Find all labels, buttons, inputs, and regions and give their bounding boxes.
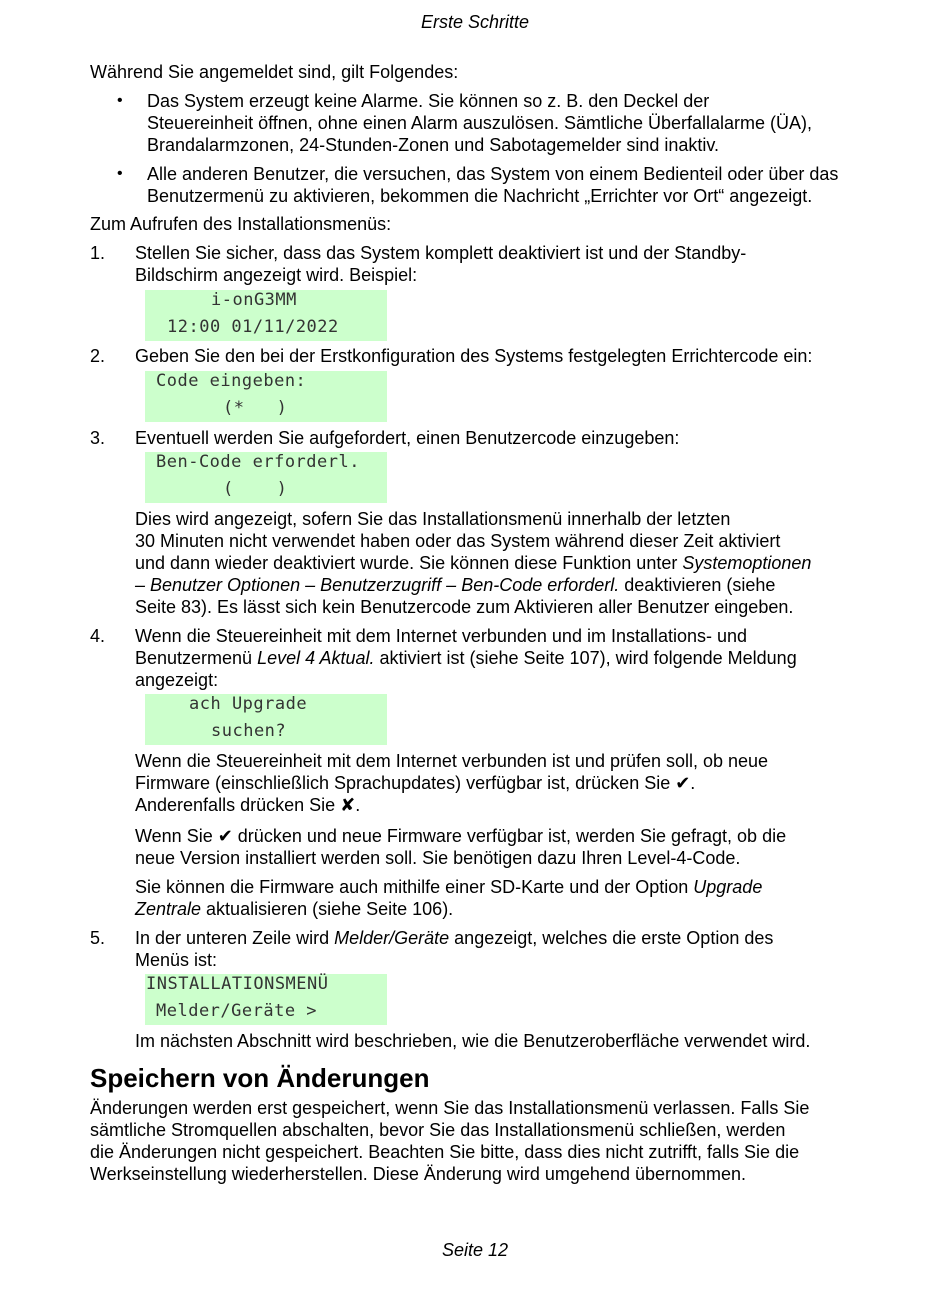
bullet-marker: • [117,165,123,182]
bullet-marker: • [117,92,123,109]
step-number: 1. [90,243,106,263]
step-number: 3. [90,428,106,448]
lcd-display-standby: i-onG3MM 12:00 01/11/2022 [145,290,387,341]
bullet-item: Alle anderen Benutzer, die versuchen, das System von einem Bedienteil oder über das Benutzermenü zu aktivieren, bekommen die Nachricht „Errichter vor Ort“ angezeigt. [147,164,839,206]
step4-note-2: Wenn Sie ✔ drücken und neue Firmware verfügbar ist, werden Sie gefragt, ob die neue Version installiert werden soll. Sie benötigen dazu Ihren Level-4-Code. [135,826,787,868]
step-number: 5. [90,928,106,948]
step4-note-1: Wenn die Steuereinheit mit dem Internet verbunden ist und prüfen soll, ob neue Firmware (einschließlich Sprachupdates) verfügbar ist, drücken Sie ✔. Anderenfalls drücken Sie ✘. [135,751,769,815]
lcd-display-bencode: Ben-Code erforderl. ( ) [145,452,387,503]
step-text: In der unteren Zeile wird Melder/Geräte angezeigt, welches die erste Option des Menüs ist: [135,928,774,970]
step-text: Eventuell werden Sie aufgefordert, einen Benutzercode einzugeben: [135,428,680,448]
step4-note-3: Sie können die Firmware auch mithilfe einer SD-Karte und der Option Upgrade Zentrale aktualisieren (siehe Seite 106). [135,877,763,919]
menu-intro: Zum Aufrufen des Installationsmenüs: [90,214,392,234]
step-text: Geben Sie den bei der Erstkonfiguration des Systems festgelegten Errichtercode ein: [135,346,813,366]
lcd-display-menu: INSTALLATIONSMENÜ Melder/Geräte > [145,974,387,1025]
step3-note: Dies wird angezeigt, sofern Sie das Installationsmenü innerhalb der letzten 30 Minuten nicht verwendet haben oder das System während dieser Zeit aktiviert und dann wieder deaktiviert wurde. Sie können diese Funktion unter Systemoptionen – Benutzer Optionen – Benutzerzugriff – Ben-Code erforderl. deaktivieren (siehe Seite 83). Es lässt sich kein Benutzercode zum Aktivieren aller Benutzer eingeben. [135,509,812,617]
lcd-display-code: Code eingeben: (* ) [145,371,387,422]
section-heading: Speichern von Änderungen [90,1063,430,1093]
page-footer: Seite 12 [441,1240,509,1260]
step-text: Stellen Sie sicher, dass das System komplett deaktiviert ist und der Standby- Bildschirm angezeigt wird. Beispiel: [135,243,747,285]
intro-text: Während Sie angemeldet sind, gilt Folgendes: [90,62,459,82]
bullet-item: Das System erzeugt keine Alarme. Sie können so z. B. den Deckel der Steuereinheit öffnen, ohne einen Alarm auszulösen. Sämtliche Überfallalarme (ÜA), Brandalarmzonen, 24-Stunden-Zonen und Sabotagemelder sind inaktiv. [147,91,813,155]
section-body: Änderungen werden erst gespeichert, wenn Sie das Installationsmenü verlassen. Falls Sie sämtliche Stromquellen abschalten, bevor Sie das Installationsmenü schließen, werden die Änderungen nicht gespeichert. Beachten Sie bitte, dass dies nicht zutrifft, falls Sie die Werkseinstellung wiederherstellen. Diese Änderung wird umgehend übernommen. [90,1098,810,1184]
lcd-display-upgrade: ach Upgrade suchen? [145,694,387,745]
step-text: Wenn die Steuereinheit mit dem Internet verbunden und im Installations- und Benutzermenü Level 4 Aktual. aktiviert ist (siehe Seite 107), wird folgende Meldung angezeigt: [135,626,797,690]
step-number: 4. [90,626,106,646]
step-number: 2. [90,346,106,366]
step5-note: Im nächsten Abschnitt wird beschrieben, wie die Benutzeroberfläche verwendet wird. [135,1031,811,1051]
page-header: Erste Schritte [420,12,530,32]
